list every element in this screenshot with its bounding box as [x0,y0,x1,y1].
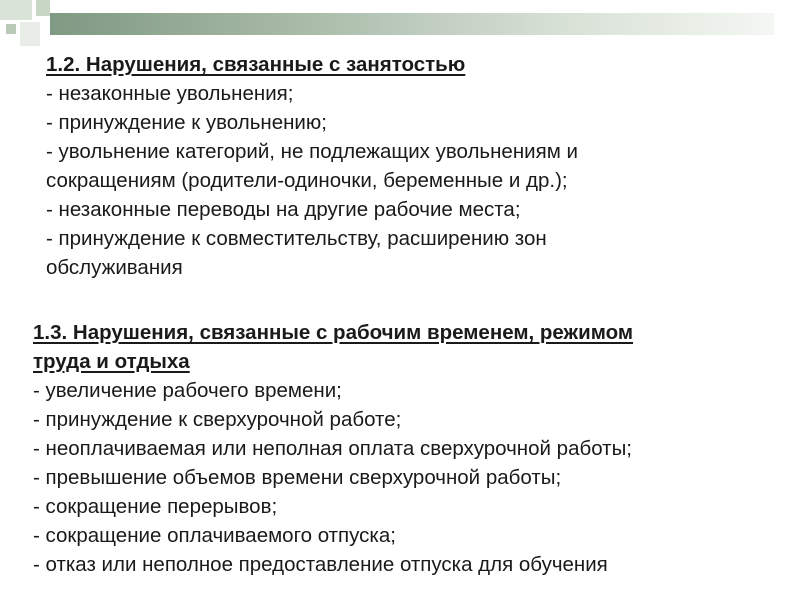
section-heading-continued: труда и отдыха [33,350,190,373]
decor-square [36,0,50,16]
section-working-time-violations [33,318,633,579]
section-employment-violations [46,50,578,282]
section-heading: 1.2. Нарушения, связанные с занятостью [46,53,466,76]
list-item: - сокращение оплачиваемого отпуска; [33,524,396,547]
decor-square [0,0,32,20]
list-item: - отказ или неполное предоставление отпуска для обучения [33,553,608,576]
list-item: - увеличение рабочего времени; [33,379,342,402]
list-item: - принуждение к совместительству, расширению зон [46,227,547,250]
list-item: - сокращение перерывов; [33,495,278,518]
list-item: обслуживания [46,256,183,279]
list-item: - увольнение категорий, не подлежащих увольнениям и [46,140,578,163]
list-item: - принуждение к сверхурочной работе; [33,408,402,431]
slide-header-bar [50,13,774,35]
decor-square [20,22,40,46]
list-item: - превышение объемов времени сверхурочной работы; [33,466,562,489]
list-item: - незаконные увольнения; [46,82,294,105]
list-item: - неоплачиваемая или неполная оплата сверхурочной работы; [33,437,632,460]
list-item: - незаконные переводы на другие рабочие места; [46,198,521,221]
list-item: сокращениям (родители-одиночки, беременные и др.); [46,169,568,192]
list-item: - принуждение к увольнению; [46,111,327,134]
decor-square [6,24,16,34]
section-heading: 1.3. Нарушения, связанные с рабочим временем, режимом [33,321,634,344]
